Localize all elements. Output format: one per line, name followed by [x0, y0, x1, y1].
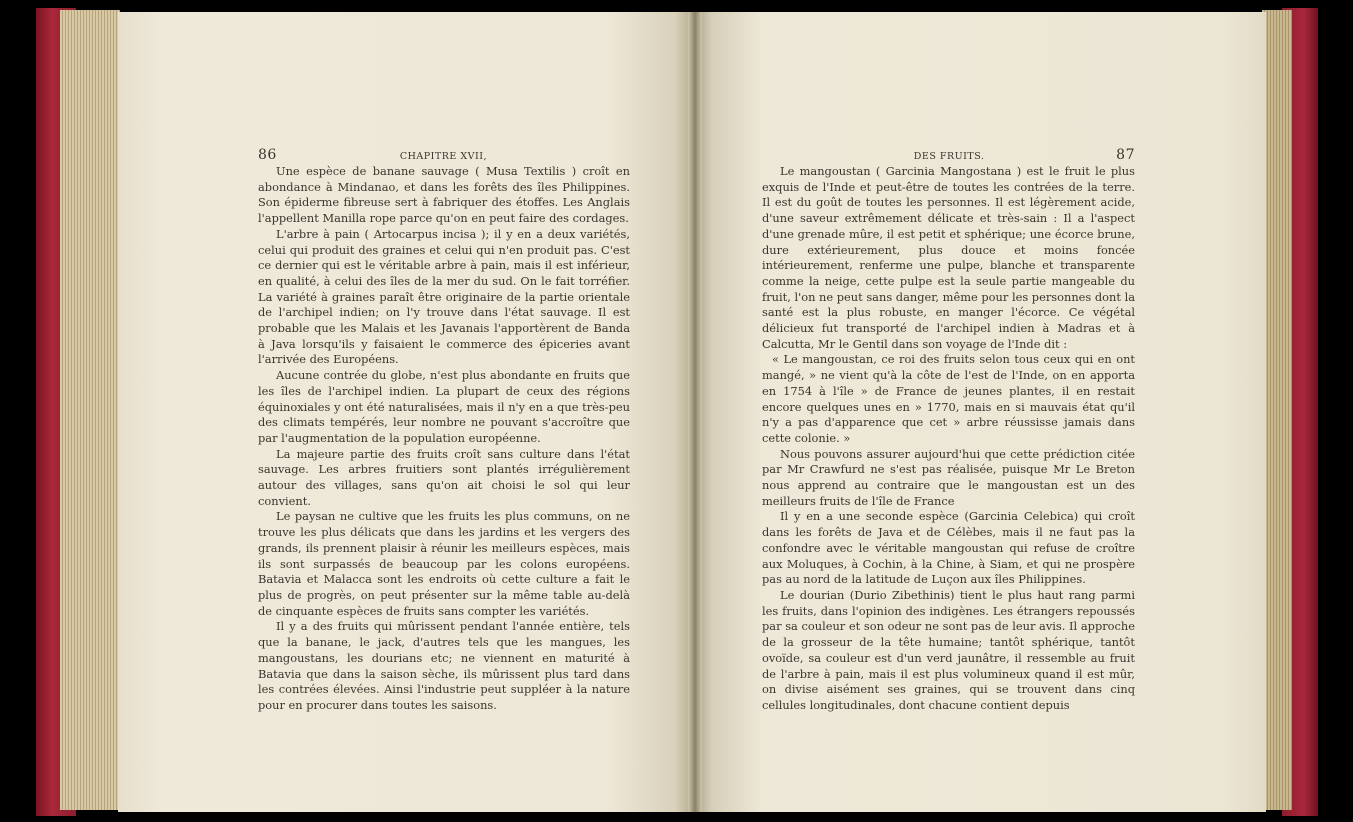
running-head: CHAPITRE XVII, — [399, 151, 487, 162]
paragraph: Le paysan ne cultive que les fruits les plus communs, on ne trouve les plus délicats que dans les jardins et les vergers des grands, ils prennent plaisir à réunir les meilleurs espèces, mais ils sont surpassés de beaucoup par les colons européens. Batavia et Malacca sont les endroits où cette culture a fait le plus de progrès, on peut présenter sur la même table au-delà de cinquante espèces de fruits sans compter les variétés. — [258, 509, 630, 618]
paragraph: Nous pouvons assurer aujourd'hui que cette prédiction citée par Mr Crawfurd ne s'est pas réalisée, puisque Mr Le Breton nous apprend au contraire que le mangoustan est un des meilleurs fruits de l'île de France — [762, 446, 1135, 508]
paragraph: Il y a des fruits qui mûrissent pendant l'année entière, tels que la banane, le jack, d'autres tels que les mangues, les mangoustans, les dourians etc; ne viennent en maturité à Batavia que dans la saison sèche, ils mûrissent plus tard dans les contrées élevées. Ainsi l'industrie peut suppléer à la nature pour en procurer dans toutes les saisons. — [258, 619, 630, 712]
paragraph: Le dourian (Durio Zibethinis) tient le plus haut rang parmi les fruits, dans l'opinion des indigènes. Les étrangers repoussés par sa couleur et son odeur ne sont pas de leur avis. Il approche de la grosseur de la tête humaine; tantôt sphérique, tantôt ovoïde, sa couleur est d'un verd jaunâtre, il ressemble au fruit de l'arbre à pain, mais il est plus volumineux quand il est mûr, on divise aisément ses graines, qui se trouvent dans cinq cellules longitudinales, dont chacune contient depuis — [762, 587, 1135, 712]
paragraph: Le mangoustan ( Garcinia Mangostana ) est le fruit le plus exquis de l'Inde et peut-être de toutes les contrées de la terre. Il est du goût de toutes les personnes. Il est légèrement acide, d'une saveur extrêmement délicate et très-sain : Il a l'aspect d'une grenade mûre, il est petit et sphérique; une écorce brune, dure extérieurement, plus douce et moins foncée intérieurement, renferme une pulpe, blanche et transparente comme la neige, cette pulpe est la seule partie mangeable du fruit, l'on ne peut sans danger, même pour les personnes dont la santé est la plus robuste, en manger l'écorce. Ce végétal délicieux fut transporté de l'archipel indien à Madras et à Calcutta, Mr le Gentil dans son voyage de l'Inde dit : — [762, 164, 1135, 351]
paragraph: Aucune contrée du globe, n'est plus abondante en fruits que les îles de l'archipel indien. La plupart de ceux des régions équinoxiales y ont été naturalisées, mais il n'y en a que très-peu des climats tempérés, leur nombre ne pouvant s'accroître que par l'augmentation de la population européenne. — [258, 368, 630, 445]
paragraph: La majeure partie des fruits croît sans culture dans l'état sauvage. Les arbres fruitiers sont plantés irrégulièrement autour des villages, sans qu'on ait choisi le sol qui leur convient. — [258, 446, 630, 508]
page-number: 87 — [1116, 147, 1135, 163]
paragraph: L'arbre à pain ( Artocarpus incisa ); il y en a deux variétés, celui qui produit des graines et celui qui n'en produit pas. C'est ce dernier qui est le véritable arbre à pain, mais il est inférieur, en qualité, à celui des îles de la mer du sud. On le fait torréfier. La variété à graines paraît être originaire de la partie orientale de l'archipel indien; on l'y trouve dans l'état sauvage. Il est probable que les Malais et les Javanais l'apportèrent de Banda à Java lorsqu'ils y faisaient le commerce des épiceries avant l'arrivée des Européens. — [258, 226, 630, 367]
page-edges-left — [60, 10, 120, 810]
book-gutter — [688, 12, 702, 812]
page-number: 86 — [258, 147, 277, 163]
paragraph: Une espèce de banane sauvage ( Musa Textilis ) croît en abondance à Mindanao, et dans les forêts des îles Philippines. Son épiderme fibreuse sert à fabriquer des étoffes. Les Anglais l'appellent Manilla rope parce qu'on en peut faire des cordages. — [258, 164, 630, 226]
right-page-header — [762, 148, 1135, 163]
running-head: DES FRUITS. — [913, 151, 985, 162]
left-page-header — [258, 148, 630, 163]
quotation: « Le mangoustan, ce roi des fruits selon tous ceux qui en ont mangé, » ne vient qu'à la côte de l'est de l'Inde, on en apporta en 1754 à l'île » de France de jeunes plantes, il en restait encore quelques unes en » 1770, mais en si mauvais état qu'il n'y a pas d'apparence que cet » arbre réussisse jamais dans cette colonie. » — [762, 352, 1135, 445]
left-page-text — [258, 148, 630, 714]
paragraph: Il y en a une seconde espèce (Garcinia Celebica) qui croît dans les forêts de Java et de Célèbes, mais il ne faut pas la confondre avec le véritable mangoustan qui refuse de croître aux Moluques, à Cochin, à la Chine, à Siam, et qui ne prospère pas au nord de la latitude de Luçon aux îles Philippines. — [762, 509, 1135, 587]
right-page-text — [762, 148, 1135, 714]
page-edges-right — [1262, 10, 1292, 810]
